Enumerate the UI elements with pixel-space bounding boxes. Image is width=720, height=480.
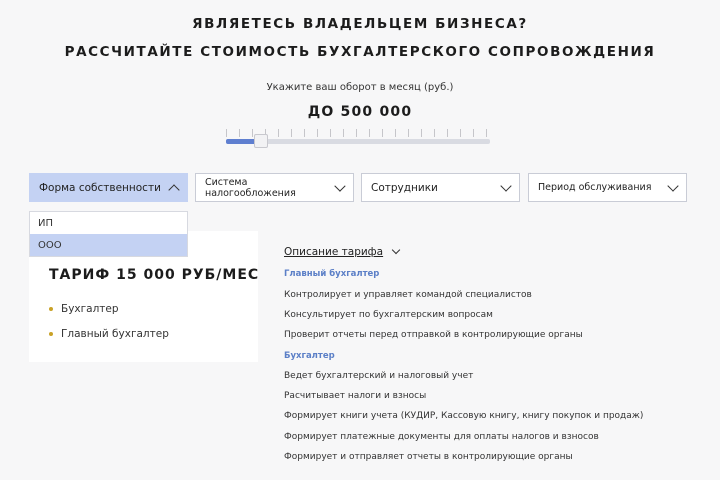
turnover-value: ДО 500 000 <box>307 104 413 120</box>
period-dropdown[interactable] <box>528 173 687 202</box>
description-line: Проверит отчеты перед отправкой в контролирующие органы <box>284 330 583 340</box>
tariff-item-label: Главный бухгалтер <box>61 328 169 340</box>
tariff-item-label: Бухгалтер <box>61 303 119 315</box>
headline-calculate: РАССЧИТАЙТЕ СТОИМОСТЬ БУХГАЛТЕРСКОГО СОПРОВОЖДЕНИЯ <box>64 44 656 60</box>
description-line: Формирует и отправляет отчеты в контролирующие органы <box>284 452 573 462</box>
turnover-slider[interactable] <box>226 129 490 151</box>
tariff-description-label: Описание тарифа <box>284 246 384 258</box>
description-line: Формирует платежные документы для оплаты налогов и взносов <box>284 432 599 442</box>
bullet-icon <box>49 332 53 336</box>
ownership-option-ooo[interactable]: ООО <box>30 234 187 256</box>
taxation-dropdown[interactable] <box>195 173 354 202</box>
taxation-dropdown-label: Система налогообложения <box>205 176 296 199</box>
tariff-description-toggle[interactable] <box>284 246 399 258</box>
tariff-title: ТАРИФ 15 000 РУБ/МЕС <box>49 267 260 283</box>
bullet-icon <box>49 307 53 311</box>
group-title-chief-accountant: Главный бухгалтер <box>284 269 380 279</box>
turnover-label: Укажите ваш оборот в месяц (руб.) <box>266 82 454 93</box>
period-dropdown-label: Период обслуживания <box>538 182 652 193</box>
description-line: Консультирует по бухгалтерским вопросам <box>284 310 493 320</box>
chevron-down-icon <box>667 180 678 191</box>
description-line: Расчитывает налоги и взносы <box>284 391 427 401</box>
ownership-option-ip[interactable]: ИП <box>38 217 53 229</box>
description-line: Ведет бухгалтерский и налоговый учет <box>284 371 474 381</box>
ownership-dropdown-menu <box>29 211 188 257</box>
description-line: Контролирует и управляет командой специалистов <box>284 290 532 300</box>
tariff-item <box>49 328 169 340</box>
chevron-down-icon <box>500 180 511 191</box>
ownership-dropdown-label: Форма собственности <box>39 181 161 194</box>
employees-dropdown-label: Сотрудники <box>371 181 438 194</box>
chevron-up-icon <box>168 184 179 195</box>
chevron-down-icon <box>392 246 400 254</box>
slider-fill <box>226 139 258 144</box>
headline-question: ЯВЛЯЕТЕСЬ ВЛАДЕЛЬЦЕМ БИЗНЕСА? <box>192 16 528 32</box>
group-title-accountant: Бухгалтер <box>284 351 335 361</box>
employees-dropdown[interactable] <box>361 173 520 202</box>
slider-thumb[interactable] <box>254 134 268 148</box>
description-line: Формирует книги учета (КУДИР, Кассовую книгу, книгу покупок и продаж) <box>284 411 644 421</box>
ownership-dropdown[interactable] <box>29 173 188 202</box>
tariff-item <box>49 303 119 315</box>
